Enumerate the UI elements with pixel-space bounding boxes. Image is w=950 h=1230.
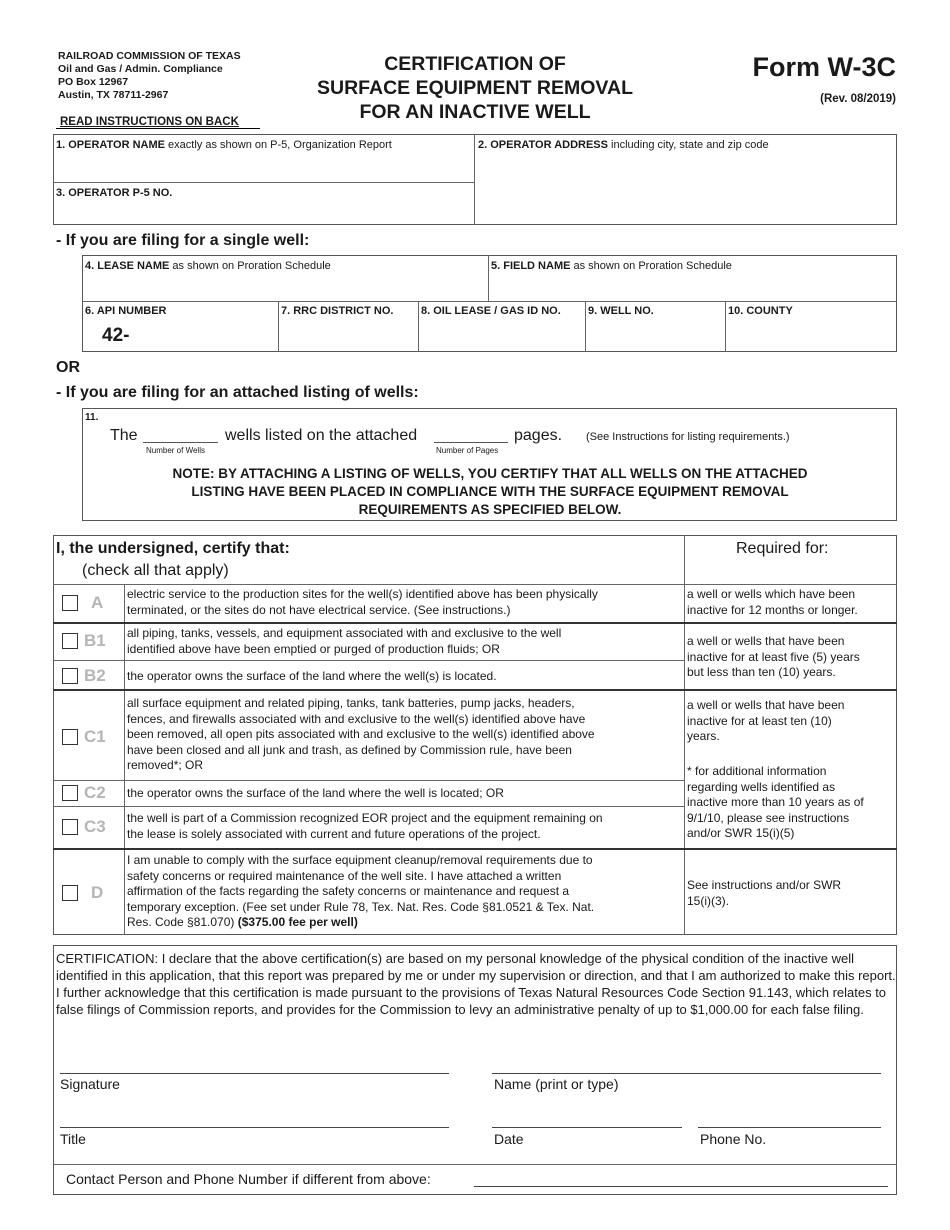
required-c-note-line-5: and/or SWR 15(i)(5) — [687, 826, 795, 840]
county-field[interactable] — [728, 320, 893, 348]
county-label: 10. COUNTY — [728, 305, 793, 317]
row-c3-divider — [53, 848, 897, 850]
rrc-district-field[interactable] — [281, 320, 414, 348]
required-c-note-line-2: regarding wells identified as — [687, 779, 836, 794]
listing-pages-text: pages. — [514, 427, 563, 444]
checkbox-d[interactable] — [62, 885, 78, 901]
required-a — [687, 587, 858, 618]
row-c3-line-1: the well is part of a Commission recognized EOR project and the equipment remaining on — [127, 811, 603, 825]
agency-city: Austin, TX 78711-2967 — [58, 89, 169, 101]
required-b-line-3: but less than ten (10) years. — [687, 665, 836, 679]
number-of-wells-caption: Number of Wells — [146, 446, 205, 455]
checkbox-a[interactable] — [62, 595, 78, 611]
row-c2-divider — [53, 806, 684, 807]
checkbox-b2[interactable] — [62, 668, 78, 684]
listing-note — [82, 465, 898, 519]
required-b — [687, 634, 860, 681]
code-a: A — [91, 593, 104, 612]
required-a-line-2: inactive for 12 months or longer. — [687, 602, 858, 617]
api-prefix: 42- — [102, 325, 130, 346]
listing-the: The — [110, 427, 138, 444]
field-name-field[interactable] — [491, 275, 893, 297]
listing-note-line-3: REQUIREMENTS AS SPECIFIED BELOW. — [358, 502, 622, 517]
operator-name-field[interactable] — [56, 154, 470, 180]
certification-text: CERTIFICATION: I declare that the above certification(s) are based on my personal knowledge of the physical condition of the inactive well identified in this application, that this report was prepared by me or under my supervision or direction, and that I am authorized to make this report. I further acknowledge that this certification is made pursuant to the provisions of Texas Natural Resources Code Section 91.143, which relates to false filings of Commission reports, and provides for the Commission to levy an administrative penalty of up to $1,000.00 for each false filing. — [56, 951, 896, 1017]
operator-row-divider — [53, 182, 474, 183]
operator-p5-label: 3. OPERATOR P-5 NO. — [56, 187, 173, 199]
title-label: Title — [60, 1131, 86, 1147]
certify-heading: I, the undersigned, certify that: — [56, 540, 290, 557]
row-d-line-4: temporary exception. (Fee set under Rule 78, Tex. Nat. Res. Code §81.0521 & Tex. Nat. — [127, 899, 595, 914]
certify-subheading: (check all that apply) — [82, 562, 229, 579]
row-b1-line-2: identified above have been emptied or purged of production fluids; OR — [127, 641, 500, 656]
row-b2-divider — [53, 689, 897, 691]
agency-division: Oil and Gas / Admin. Compliance — [58, 63, 223, 75]
operator-name-label: 1. OPERATOR NAME exactly as shown on P-5, Organization Report — [56, 139, 392, 151]
row-b1-text — [127, 626, 561, 657]
name-label: Name (print or type) — [494, 1076, 619, 1092]
well-no-divider — [725, 301, 726, 352]
phone-line[interactable] — [698, 1127, 881, 1128]
form-title-line-1: CERTIFICATION OF — [384, 53, 566, 75]
single-well-row-divider — [82, 301, 897, 302]
code-b1: B1 — [84, 631, 106, 650]
row-d-text — [127, 853, 594, 931]
row-d-line-3: affirmation of the facts regarding the safety concerns or maintenance and request a — [127, 884, 570, 898]
lease-name-label: 4. LEASE NAME as shown on Proration Schedule — [85, 260, 331, 272]
date-line[interactable] — [492, 1127, 682, 1128]
name-line[interactable] — [492, 1073, 881, 1074]
required-c-line-2: inactive for at least ten (10) — [687, 713, 832, 728]
api-divider — [278, 301, 279, 352]
signature-label: Signature — [60, 1076, 120, 1092]
lease-id-divider — [585, 301, 586, 352]
required-d — [687, 878, 841, 909]
required-b-line-1: a well or wells that have been — [687, 634, 845, 648]
listing-note-line-2: LISTING HAVE BEEN PLACED IN COMPLIANCE WITH THE SURFACE EQUIPMENT REMOVAL — [191, 484, 789, 499]
single-well-heading: - If you are filing for a single well: — [56, 232, 310, 249]
checkbox-c2[interactable] — [62, 785, 78, 801]
row-b2-line-1: the operator owns the surface of the land where the well(s) is located. — [127, 669, 497, 683]
form-title-line-3: FOR AN INACTIVE WELL — [359, 101, 591, 123]
contact-label: Contact Person and Phone Number if different from above: — [66, 1171, 431, 1187]
required-d-line-1: See instructions and/or SWR — [687, 878, 842, 892]
required-c-line-3: years. — [687, 729, 720, 743]
operator-address-label: 2. OPERATOR ADDRESS including city, state and zip code — [478, 139, 769, 151]
operator-divider — [474, 134, 475, 225]
well-no-field[interactable] — [588, 320, 721, 348]
or-label: OR — [56, 359, 80, 376]
code-c2: C2 — [84, 783, 106, 802]
row-a-divider — [53, 622, 897, 624]
row-d-fee: ($375.00 fee per well) — [237, 915, 358, 929]
field-name-label: 5. FIELD NAME as shown on Proration Schedule — [491, 260, 732, 272]
row-b1-line-1: all piping, tanks, vessels, and equipment associated with and exclusive to the well — [127, 626, 562, 640]
row-a-line-2: terminated, or the sites do not have electrical service. (See instructions.) — [127, 602, 511, 617]
form-title-line-2: SURFACE EQUIPMENT REMOVAL — [317, 77, 633, 99]
checkbox-c3[interactable] — [62, 819, 78, 835]
row-c1-line-5: removed*; OR — [127, 758, 204, 772]
well-no-label: 9. WELL NO. — [588, 305, 654, 317]
api-number-label: 6. API NUMBER — [85, 305, 167, 317]
title-line[interactable] — [60, 1127, 449, 1128]
row-d-line-5 — [127, 915, 594, 931]
row-c1-line-1: all surface equipment and related piping, tanks, tank batteries, pump jacks, headers, — [127, 696, 575, 710]
operator-address-field[interactable] — [478, 154, 892, 220]
required-a-line-1: a well or wells which have been — [687, 587, 856, 601]
date-label: Date — [494, 1131, 524, 1147]
phone-label: Phone No. — [700, 1131, 767, 1147]
operator-p5-field[interactable] — [56, 200, 470, 222]
district-divider — [418, 301, 419, 352]
contact-divider — [53, 1164, 897, 1165]
checkbox-b1[interactable] — [62, 633, 78, 649]
row-c2-line-1: the operator owns the surface of the land where the well is located; OR — [127, 786, 504, 800]
listing-note-line-1: NOTE: BY ATTACHING A LISTING OF WELLS, YOU CERTIFY THAT ALL WELLS ON THE ATTACHED — [172, 466, 808, 481]
row-c1-line-4: have been closed and all junk and trash, as defined by Commission rule, have been — [127, 742, 572, 757]
form-revision: (Rev. 08/2019) — [820, 93, 896, 105]
row-c3-line-2: the lease is solely associated with current and future operations of the project. — [127, 826, 541, 841]
required-c-note-line-3: inactive more than 10 years as of — [687, 795, 864, 809]
required-d-line-2: 15(i)(3). — [687, 893, 730, 908]
form-number: Form W-3C — [752, 52, 896, 82]
row-d-line-1: I am unable to comply with the surface equipment cleanup/removal requirements due to — [127, 853, 593, 867]
table-column-divider — [684, 535, 685, 935]
row-d-line-2: safety concerns or required maintenance of the well site. I have attached a written — [127, 868, 562, 883]
listing-see-instructions: (See Instructions for listing requirements.) — [586, 431, 790, 443]
required-c-note — [687, 764, 864, 842]
lease-id-label: 8. OIL LEASE / GAS ID NO. — [421, 305, 561, 317]
row-d-line-5-text: Res. Code §81.070) — [127, 915, 238, 929]
required-c-line-1: a well or wells that have been — [687, 698, 845, 712]
agency-block — [58, 50, 241, 102]
required-for-heading: Required for: — [736, 540, 829, 557]
api-number-field[interactable] — [140, 322, 274, 348]
code-c1: C1 — [84, 727, 106, 746]
required-b-line-2: inactive for at least five (5) years — [687, 649, 860, 664]
row-c2-text — [127, 786, 504, 802]
number-of-pages-field[interactable] — [434, 428, 508, 443]
listing-heading: - If you are filing for an attached listing of wells: — [56, 384, 419, 401]
row-c1-divider — [53, 780, 684, 781]
contact-line[interactable] — [474, 1186, 888, 1187]
table-header-divider — [53, 584, 897, 585]
row-c3-text — [127, 811, 603, 842]
listing-wells-text: wells listed on the attached — [225, 427, 418, 444]
number-of-wells-field[interactable] — [143, 428, 218, 443]
read-instructions-note: READ INSTRUCTIONS ON BACK — [56, 116, 260, 129]
number-of-pages-caption: Number of Pages — [436, 446, 499, 455]
row-b2-text — [127, 669, 497, 685]
row-c1-line-3: been removed, all open pits associated with and exclusive to the well(s) identified above — [127, 727, 595, 741]
rrc-district-label: 7. RRC DISTRICT NO. — [281, 305, 394, 317]
code-c3: C3 — [84, 817, 106, 836]
checkbox-c1[interactable] — [62, 729, 78, 745]
required-c-note-line-4: 9/1/10, please see instructions — [687, 810, 850, 825]
agency-po-box: PO Box 12967 — [58, 76, 129, 88]
row-c1-text — [127, 696, 595, 774]
required-c-note-line-1: * for additional information — [687, 764, 827, 778]
row-b1-divider — [53, 660, 684, 661]
lease-id-field[interactable] — [421, 320, 581, 348]
lease-name-field[interactable] — [85, 275, 483, 297]
required-c — [687, 698, 844, 745]
lease-field-divider — [488, 255, 489, 301]
signature-line[interactable] — [60, 1073, 449, 1074]
row-c1-line-2: fences, and firewalls associated with and exclusive to the well(s) identified above have — [127, 711, 586, 726]
row-a-text — [127, 587, 598, 618]
listing-field-number: 11. — [85, 412, 99, 423]
code-d: D — [91, 883, 104, 902]
form-title — [270, 52, 680, 124]
code-b2: B2 — [84, 666, 106, 685]
row-a-line-1: electric service to the production sites for the well(s) identified above has been physically — [127, 587, 598, 601]
agency-name: RAILROAD COMMISSION OF TEXAS — [58, 50, 241, 62]
table-code-divider — [124, 584, 125, 935]
